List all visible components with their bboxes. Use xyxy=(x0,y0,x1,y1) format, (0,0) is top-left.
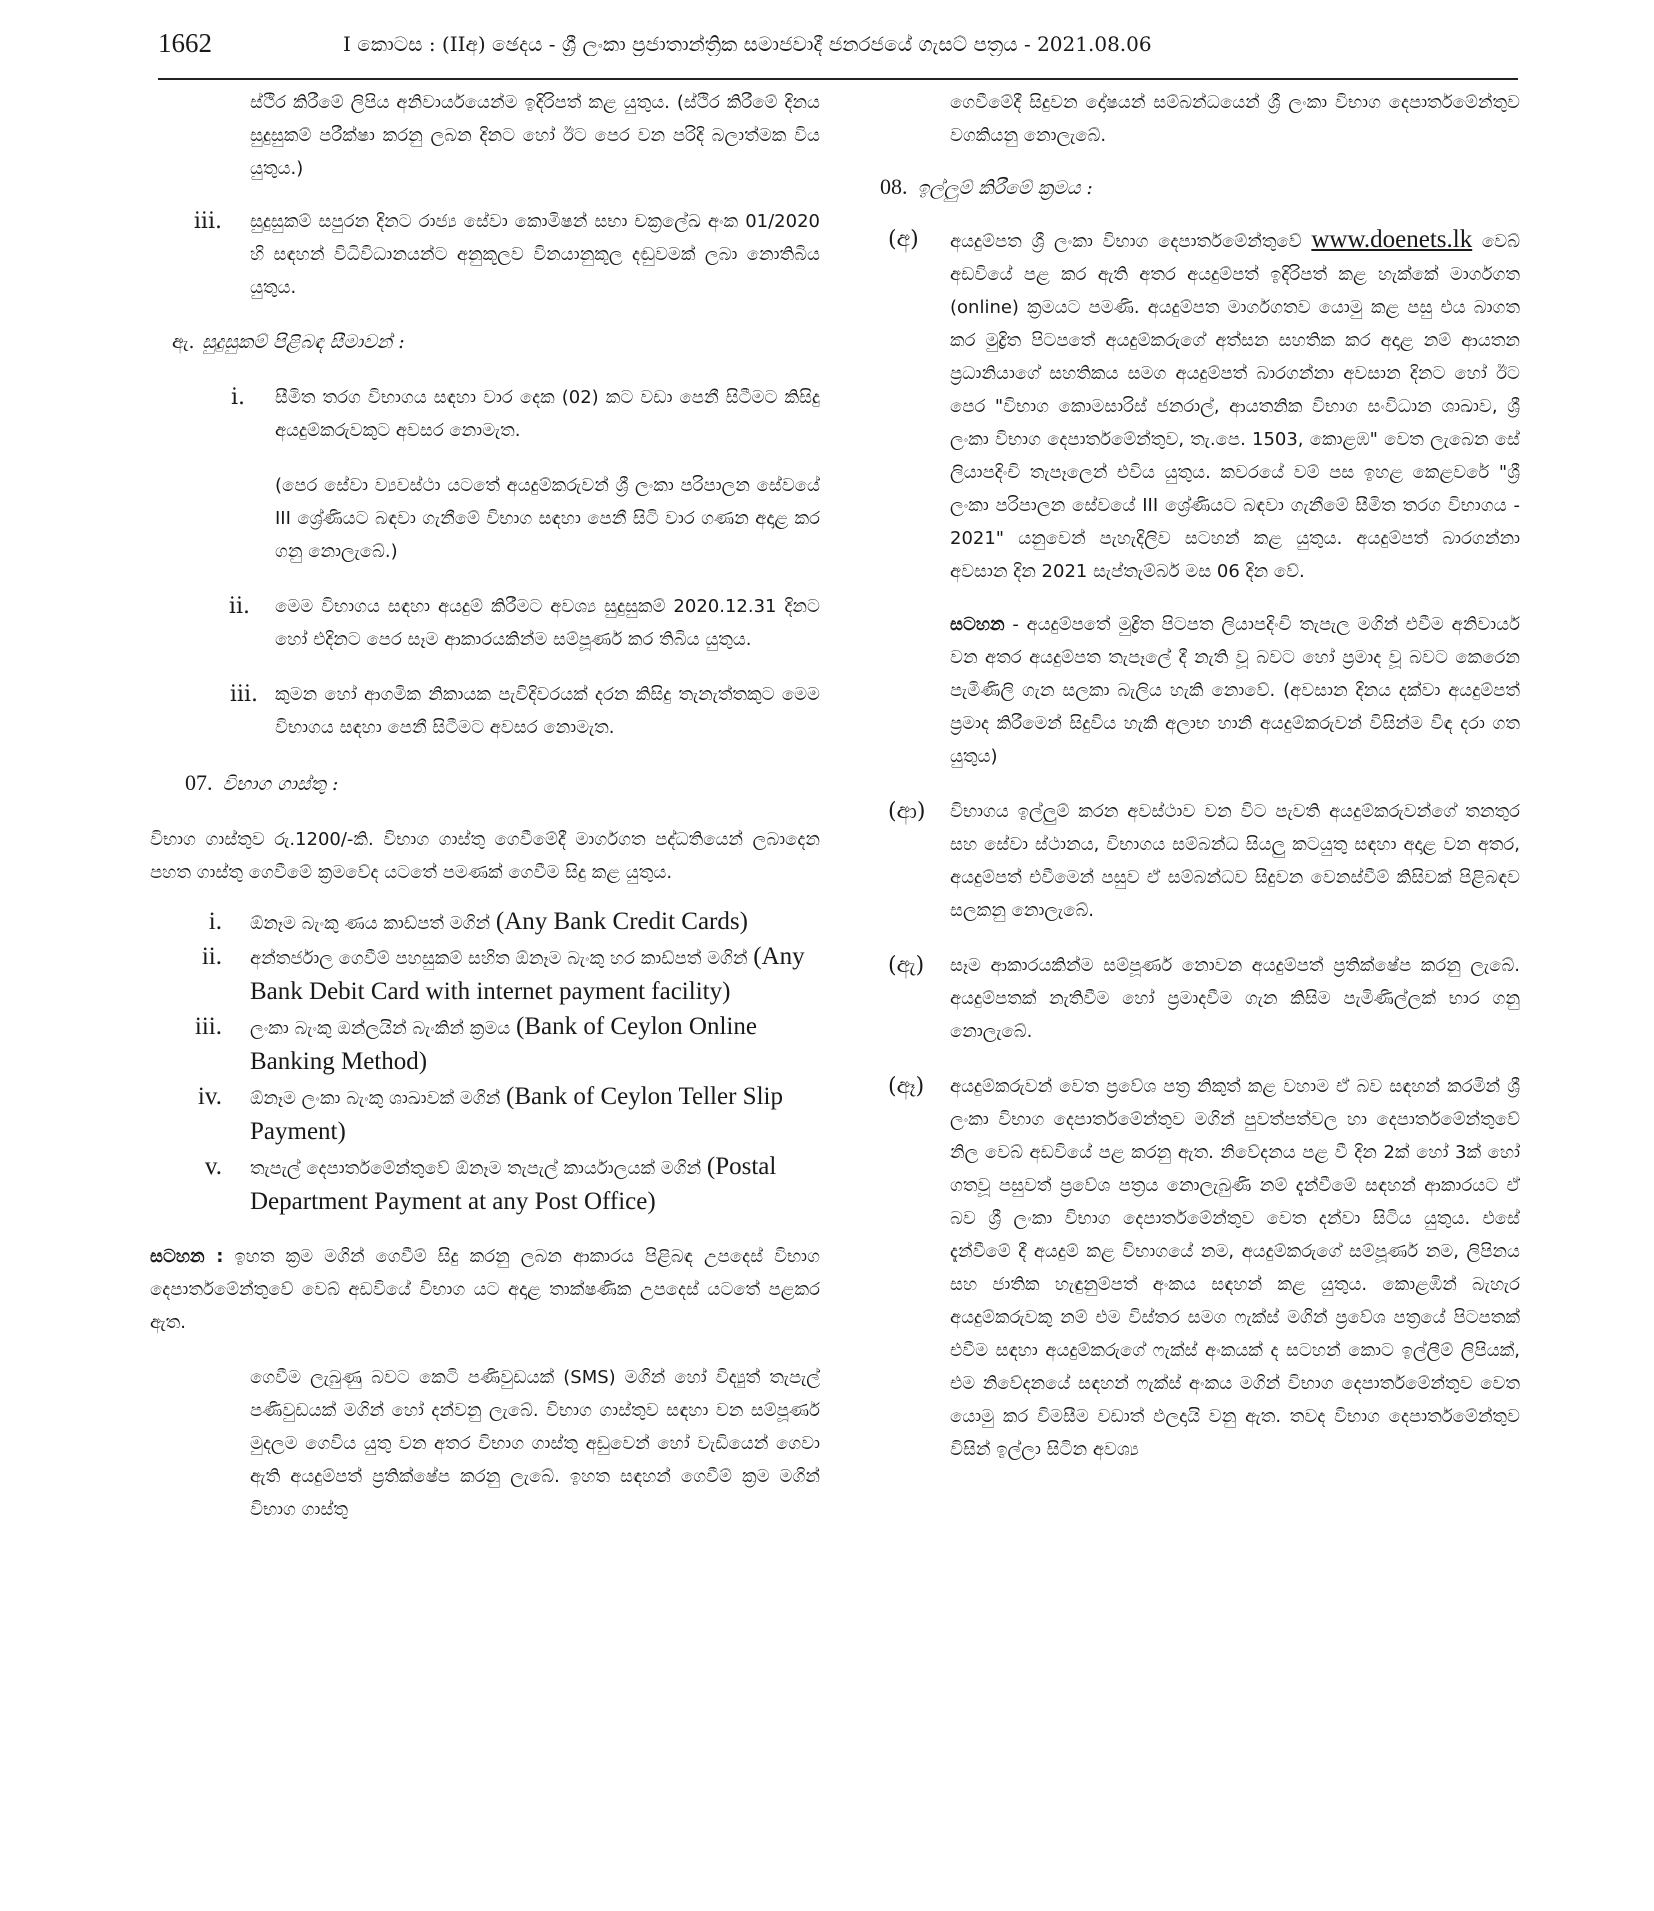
payment-method-sinhala: ලංකා බැංකු ඔන්ලයින් බැංකින් ක්‍රමය xyxy=(250,1018,511,1039)
application-a-text-post: වෙබ් අඩවියේ පළ කර ඇති අතර අයදුම්පත් ඉදිරිපත් කළ හැක්කේ මාර්ගගත (online) ක්‍රමයට පමණි. අයදුම්පත මාර්ගගතව යොමු කළ පසු එය බාගත කර මුද්‍රිත පිටපතේ අයදුම්කරුගේ අත්සන සහතික කර අදාළ නම් ආයතන ප්‍රධානියාගේ සහතිකය සමග අයදුම්පත් බාරගන්නා අවසාන දිනට හෝ ඊට පෙර "විභාග කොමසාරිස් ජනරාල්, ආයතනික විභාග සංවිධාන ශාඛාව, ශ්‍රී ලංකා විභාග දෙපාර්තමේන්තුව, තැ.පෙ. 1503, කොළඹ" වෙත ලැබෙන සේ ලියාපදිංචි තැපෑලෙන් එවිය යුතුය. කවරයේ වම් පස ඉහළ කෙළවරේ "ශ්‍රී ලංකා පරිපාලන සේවයේ III ශ්‍රේණියට බඳවා ගැනීමේ සීමිත තරග විභාගය - 2021" යනුවෙන් පැහැදිලිව සටහන් කළ යුතුය. අයදුම්පත් බාරගන්නා අවසාන දින 2021 සැප්තැම්බර් මස 06 දින වේ. xyxy=(950,231,1520,582)
website-link[interactable]: www.doenets.lk xyxy=(1311,226,1473,253)
payment-confirmation-paragraph: ගෙවීම ලැබුණු බවට කෙටි පණිවුඩයක් (SMS) මගින් හෝ විද්‍යුත් තැපැල් පණිවුඩයක් මගින් හෝ දන්වනු ලැබේ. විභාග ගාස්තුව සඳහා වන සම්පූර්ණ මුදලම ගෙවිය යුතු වන අතර විභාග ගාස්තු අඩුවෙන් හෝ වැඩියෙන් ගෙවා ඇති අයදුම්පත් ප්‍රතික්ෂේප කරනු ලැබේ. ඉහත සඳහන් ගෙවීම් ක්‍රම මගින් විභාග ගාස්තු xyxy=(250,1367,820,1520)
item-marker: (ඈ) xyxy=(888,1074,925,1099)
payment-method-english: (Any Bank Debit Card with internet payment facility) xyxy=(250,943,805,1005)
application-a-note xyxy=(880,608,1520,773)
payment-method-english: (Any Bank Credit Cards) xyxy=(495,908,748,935)
list-marker: ii. xyxy=(228,594,250,619)
payment-method-sinhala: තැපැල් දෙපාර්තමේන්තුවේ ඕනෑම තැපැල් කාර්යාලයක් මගින් xyxy=(250,1158,702,1179)
item-marker: (අ) xyxy=(888,227,919,252)
application-aa xyxy=(880,795,1520,927)
page-header xyxy=(158,28,1518,76)
list-marker: ii. xyxy=(201,943,222,970)
list-marker: i. xyxy=(230,385,245,410)
application-aee-text: අයදුම්කරුවන් වෙත ප්‍රවේශ පත්‍ර නිකුත් කළ වහාම ඒ බව සඳහන් කරමින් ශ්‍රී ලංකා විභාග දෙපාර්තමේන්තුව මගින් පුවත්පත්වල හා දෙපාර්තමේන්තුවේ නිල වෙබ් අඩවියේ පළ කරනු ඇත. නිවේදනය පළ වී දින 2ක් හෝ 3ක් හෝ ගතවූ පසුවත් ප්‍රවේශ පත්‍රය නොලැබුණි නම් දැන්වීමේ සඳහන් ආකාරයට ඒ බව ශ්‍රී ලංකා විභාග දෙපාර්තමේන්තුව වෙත දන්වා සිටිය යුතුය. එසේ දැන්වීමේ දී අයදුම් කළ විභාගයේ නම, අයදුම්කරුගේ සම්පූර්ණ නම, ලිපිනය සහ ජාතික හැඳුනුම්පත් අංකය සඳහන් කළ යුතුය. කොළඹින් බැහැර අයදුම්කරුවකු නම් එම විස්තර සමග ෆැක්ස් මගින් ප්‍රවේශ පත්‍රයේ පිටපතක් එවීම සඳහා අයදුම්කරුගේ ෆැක්ස් අංකයක් ද සටහන් කොට ඉල්ලීම් ලිපියක්, එම නිවේදනයේ සඳහන් ෆැක්ස් අංකය මගින් විභාග දෙපාර්තමේන්තුව වෙත යොමු කර විමසීම වඩාත් ඵලදායි වනු ඇත. තවද විභාග දෙපාර්තමේන්තුව විසින් ඉල්ලා සිටින අවශ්‍ය xyxy=(950,1076,1520,1460)
limit-ii xyxy=(150,590,820,656)
limit-iii-text: කුමන හෝ ආගමික නිකායක පැවිදිවරයක් දරන කිසිදු තැනැත්තකුට මෙම විභාගය සඳහා පෙනී සිටීමට අවසර නොමැත. xyxy=(275,684,820,738)
payment-method-english: (Bank of Ceylon Teller Slip Payment) xyxy=(250,1083,783,1145)
application-aa-text: විභාගය ඉල්ලුම් කරන අවස්ථාව වන විට පැවති අයදුම්කරුවන්ගේ තනතුර සහ සේවා ස්ථානය, විභාගය සම්බන්ධ සියලු කටයුතු සඳහා අදාළ වන අතර, අයදුම්පත් එවීමෙන් පසුව ඒ සම්බන්ධව සිදුවන වෙනස්වීම් කිසිවක් පිළිබඳව සලකනු නොලැබේ. xyxy=(950,801,1520,921)
section-number: 07. xyxy=(185,770,213,795)
application-a xyxy=(880,223,1520,588)
qualification-iii xyxy=(150,205,820,304)
note-text: - අයදුම්පතේ මුද්‍රිත පිටපත ලියාපදිංචි තැපැල මගින් එවීම අනිවාර්ය වන අතර අයදුම්පත තැපෑලේ දී නැති වූ බවට හෝ ප්‍රමාද වූ බවට කෙරෙන පැමිණිලි ගැන සලකා බැලිය හැකි නොවේ. (අවසාන දිනය දක්වා අයදුම්පත් ප්‍රමාද කිරීමෙන් සිදුවිය හැකි අලාභ හානි අයදුම්කරුවන් විසින්ම විඳ දරා ගත යුතුය) xyxy=(950,614,1520,767)
section-number: 08. xyxy=(880,174,908,199)
note-label: සටහන : xyxy=(150,1246,224,1267)
payment-method-sinhala: අන්තර්ජාල ගෙවීම් පහසුකම් සහිත ඕනෑම බැංකු හර කාඩ්පත් මගින් xyxy=(250,948,748,969)
payment-method-english: (Postal Department Payment at any Post Office) xyxy=(250,1153,777,1215)
limits-heading-text: සුදුසුකම් පිළිබඳ සීමාවන් : xyxy=(202,331,405,353)
payment-note xyxy=(150,1240,820,1339)
confirmation-paragraph: ස්ථිර කිරීමේ ලිපිය අනිවාර්යයෙන්ම ඉදිරිපත් කළ යුතුය. (ස්ථිර කිරීමේ දිනය සුදුසුකම් පරීක්ෂා කරනු ලබන දිනට හෝ ඊට පෙර වන පරිදි බලාත්මක විය යුතුය.) xyxy=(250,92,820,179)
note-text: ඉහත ක්‍රම මගින් ගෙවීම් සිදු කරනු ලබන ආකාරය පිළිබඳ උපදෙස් විභාග දෙපාර්තමේන්තුවේ වෙබ් අඩවියේ විභාග යට අදාළ තාක්ෂණික උපදෙස් යටතේ පළකර ඇත. xyxy=(150,1246,820,1333)
header-rule xyxy=(158,78,1518,80)
payment-errors-paragraph: ගෙවීමේදී සිදුවන දෝෂයන් සම්බන්ධයෙන් ශ්‍රී ලංකා විභාග දෙපාර්තමේන්තුව වගකියනු නොලැබේ. xyxy=(950,92,1520,146)
application-heading-text: ඉල්ලුම් කිරීමේ ක්‍රමය : xyxy=(917,177,1093,199)
qualification-iii-text: සුදුසුකම් සපුරන දිනට රාජ්‍ය සේවා කොමිෂන් සභා චක්‍රලේඛ අංක 01/2020 හි සඳහන් විධිවිධානයන්ට අනුකූලව විනයානුකූල දඬුවමක් ලබා නොතිබිය යුතුය. xyxy=(250,211,820,298)
payment-method-item xyxy=(150,1010,820,1080)
payment-method-sinhala: ඕනෑම ලංකා බැංකු ශාඛාවක් මගින් xyxy=(250,1088,501,1109)
note-label: සටහන xyxy=(950,614,1005,635)
application-ae xyxy=(880,949,1520,1048)
limit-ii-text: මෙම විභාගය සඳහා අයදුම් කිරීමට අවශ්‍ය සුදුසුකම් 2020.12.31 දිනට හෝ එදිනට පෙර සෑම ආකාරයකින්ම සම්පූර්ණ කර තිබිය යුතුය. xyxy=(275,596,820,650)
right-column xyxy=(880,86,1520,1466)
payment-method-item xyxy=(150,905,820,940)
limit-iii xyxy=(150,678,820,744)
limit-i-text: සීමිත තරග විභාගය සඳහා වාර දෙක (02) කට වඩා පෙනී සිටීමට කිසිදු අයදුම්කරුවකුට අවසර නොමැත. xyxy=(275,387,820,441)
payment-method-english: (Bank of Ceylon Online Banking Method) xyxy=(250,1013,757,1075)
list-marker: iii. xyxy=(229,682,258,707)
payment-method-sinhala: ඕනෑම බැංකු ණය කාඩ්පත් මගින් xyxy=(250,913,491,934)
application-aee xyxy=(880,1070,1520,1466)
list-marker: iii. xyxy=(194,1013,222,1040)
payment-method-item xyxy=(150,940,820,1010)
application-heading xyxy=(880,170,1520,205)
list-marker: v. xyxy=(204,1153,222,1180)
fees-paragraph: විභාග ගාස්තුව රු.1200/-කි. විභාග ගාස්තු ගෙවීමේදී මාර්ගගත පද්ධතියෙන් ලබාදෙන පහත ගාස්තු ගෙවීමේ ක්‍රමවේද යටතේ පමණක් ගෙවීම සිදු කළ යුතුය. xyxy=(150,829,820,883)
list-marker: iii. xyxy=(193,209,222,234)
fees-heading-text: විභාග ගාස්තු : xyxy=(222,773,339,795)
application-a-text-pre: අයදුම්පත ශ්‍රී ලංකා විභාග දෙපාර්තමේන්තුවේ xyxy=(950,231,1302,252)
gazette-title: I කොටස : (IIඅ) ඡෙදය - ශ්‍රී ලංකා ප්‍රජාතාන්ත්‍රික සමාජවාදී ජනරජයේ ගැසට් පත්‍රය - 2021.08.06 xyxy=(343,32,1152,56)
limit-i-note: (පෙර සේවා ව්‍යවස්ථා යටතේ අයදුම්කරුවන් ශ්‍රී ලංකා පරිපාලන සේවයේ III ශ්‍රේණියට බඳවා ගැනීමේ විභාග සඳහා පෙනී සිටි වාර ගණන අදාළ කර ගනු නොලැබේ.) xyxy=(275,475,820,562)
payment-method-item xyxy=(150,1150,820,1220)
left-column xyxy=(150,86,820,1526)
application-ae-text: සෑම ආකාරයකින්ම සම්පූර්ණ නොවන අයදුම්පත් ප්‍රතික්ෂේප කරනු ලැබේ. අයදුම්පතක් නැතිවීම හෝ ප්‍රමාදවීම ගැන කිසිම පැමිණිල්ලක් භාර ගනු නොලැබේ. xyxy=(950,955,1520,1042)
fees-heading xyxy=(150,766,820,801)
limits-heading xyxy=(150,326,820,359)
limit-i xyxy=(150,381,820,447)
payment-methods-list xyxy=(150,905,820,1220)
page-number: 1662 xyxy=(158,28,212,58)
section-marker: ඇ. xyxy=(172,331,195,353)
list-marker: iv. xyxy=(197,1083,222,1110)
item-marker: (ආ) xyxy=(888,799,926,824)
item-marker: (ඇ) xyxy=(888,953,925,978)
payment-method-item xyxy=(150,1080,820,1150)
list-marker: i. xyxy=(208,908,222,935)
